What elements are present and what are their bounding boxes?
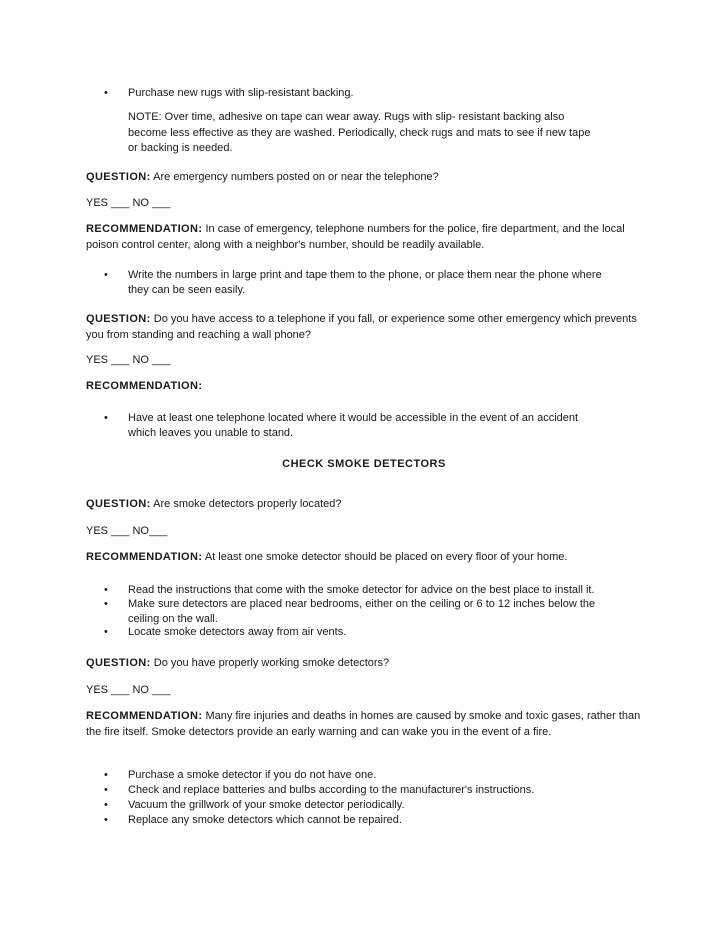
recommendation-label: RECOMMENDATION: — [86, 710, 203, 722]
list-item-text: Write the numbers in large print and tape them to the phone, or place them near the phone where they can be seen easily. — [128, 269, 602, 296]
bullet-marker: • — [104, 799, 108, 811]
answer-line: YES ___ NO ___ — [86, 197, 171, 209]
note-text: NOTE: Over time, adhesive on tape can wear away. Rugs with slip- resistant backing also become less effective as they are washed. Periodically, check rugs and mats to see if new tape or backing is needed. — [128, 111, 591, 154]
list-item-text: Check and replace batteries and bulbs according to the manufacturer's instructions. — [128, 784, 535, 796]
recommendation-label: RECOMMENDATION: — [86, 380, 203, 392]
question-text: Do you have properly working smoke detectors? — [150, 657, 390, 669]
recommendation-text: In case of emergency, telephone numbers for the police, fire department, and the local poison control center, along with a neighbor's number, should be readily available. — [86, 223, 625, 251]
question-label: QUESTION: — [86, 171, 151, 183]
bullet-marker: • — [104, 784, 108, 796]
recommendation-text: Many fire injuries and deaths in homes are caused by smoke and toxic gases, rather than the fire itself. Smoke detectors provide an early warning and can wake you in the event of a fire. — [86, 710, 641, 738]
recommendation-label: RECOMMENDATION: — [86, 223, 203, 235]
bullet-marker: • — [104, 814, 108, 826]
recommendation-paragraph — [86, 222, 651, 253]
list-item-text: Locate smoke detectors away from air vents. — [128, 626, 347, 638]
question-label: QUESTION: — [86, 313, 151, 325]
list-item-text: Have at least one telephone located where it would be accessible in the event of an accident which leaves you unable to stand. — [128, 412, 579, 439]
list-item-text: Read the instructions that come with the smoke detector for advice on the best place to install it. — [128, 584, 595, 596]
bullet-marker: • — [104, 412, 108, 424]
list-item-text: Purchase a smoke detector if you do not have one. — [128, 769, 377, 781]
recommendation-label: RECOMMENDATION: — [86, 551, 203, 563]
recommendation-line — [86, 379, 656, 394]
bullet-marker: • — [104, 269, 108, 281]
question-text: Do you have access to a telephone if you fall, or experience some other emergency which prevents you from standing and reaching a wall phone? — [86, 313, 637, 341]
bullet-marker: • — [104, 769, 108, 781]
bullet-marker: • — [104, 626, 108, 638]
question-label: QUESTION: — [86, 498, 151, 510]
answer-line: YES ___ NO ___ — [86, 354, 171, 366]
list-item-text: Replace any smoke detectors which cannot be repaired. — [128, 814, 402, 826]
question-line — [86, 170, 656, 185]
question-text: Are smoke detectors properly located? — [150, 498, 342, 510]
question-line — [86, 497, 656, 512]
question-label: QUESTION: — [86, 657, 151, 669]
recommendation-paragraph — [86, 709, 651, 740]
list-item-text: Purchase new rugs with slip-resistant backing. — [128, 87, 354, 99]
recommendation-text: At least one smoke detector should be placed on every floor of your home. — [202, 551, 568, 563]
bullet-marker: • — [104, 87, 108, 99]
list-item-text: Vacuum the grillwork of your smoke detector periodically. — [128, 799, 405, 811]
section-heading: CHECK SMOKE DETECTORS — [282, 458, 446, 470]
question-text: Are emergency numbers posted on or near the telephone? — [150, 171, 439, 183]
answer-line: YES ___ NO ___ — [86, 684, 171, 696]
answer-line: YES ___ NO___ — [86, 525, 168, 537]
bullet-marker: • — [104, 584, 108, 596]
question-paragraph — [86, 312, 651, 343]
recommendation-line — [86, 550, 656, 565]
bullet-marker: • — [104, 598, 108, 610]
list-item-text: Make sure detectors are placed near bedrooms, either on the ceiling or 6 to 12 inches below the ceiling on the wall. — [128, 598, 596, 625]
question-line — [86, 656, 656, 671]
